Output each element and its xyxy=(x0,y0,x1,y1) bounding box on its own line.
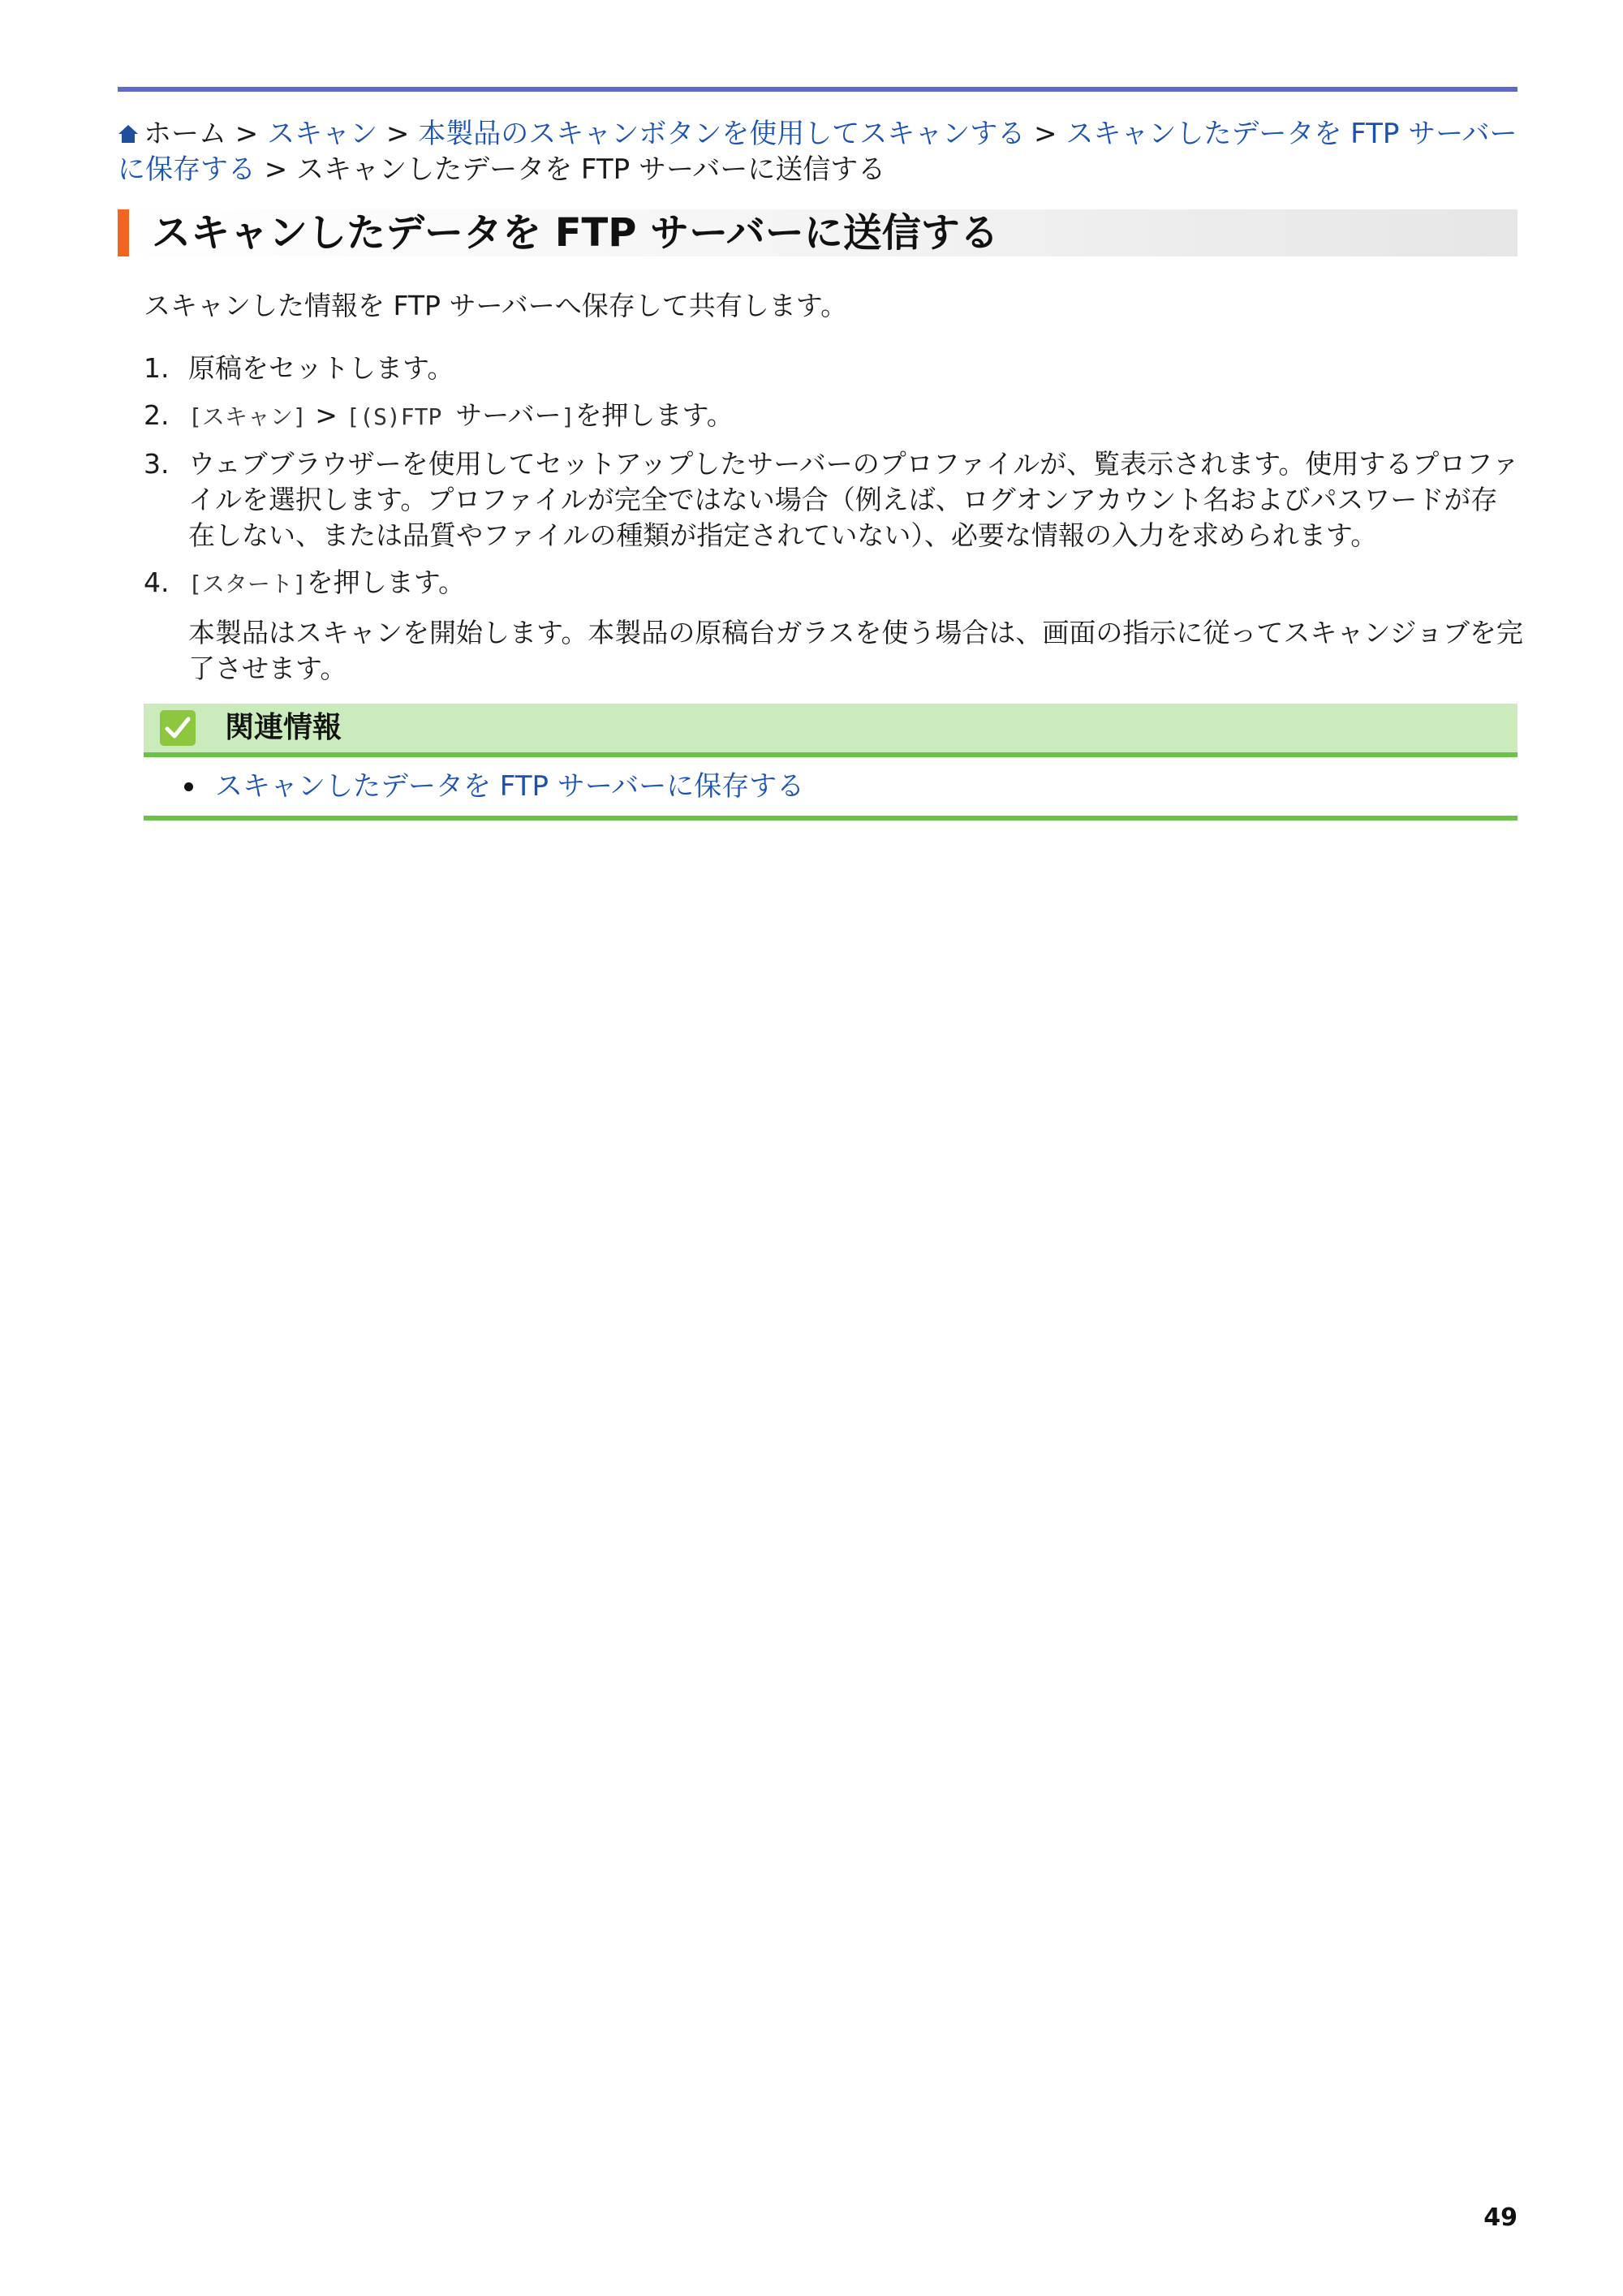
bullet-icon xyxy=(184,782,193,791)
step-1 xyxy=(144,351,1523,386)
home-icon[interactable] xyxy=(118,118,139,139)
step-number: 2. xyxy=(144,399,170,431)
breadcrumb-link-scan[interactable]: スキャン xyxy=(267,118,378,150)
step-2 xyxy=(144,398,1523,435)
top-rule xyxy=(118,87,1518,92)
breadcrumb-link-ftp-save[interactable]: スキャンしたデータを FTP サーバーに保存する xyxy=(118,118,1518,186)
step-text: を押します。 xyxy=(575,399,734,431)
related-link-ftp-save[interactable]: スキャンしたデータを FTP サーバーに保存する xyxy=(215,770,805,803)
ui-label-sftp-prefix: [(S)FTP xyxy=(346,403,456,430)
related-info-header xyxy=(144,704,1518,757)
step-number: 4. xyxy=(144,566,170,598)
breadcrumb-separator: > xyxy=(256,153,297,186)
related-info-title: 関連情報 xyxy=(225,711,342,744)
step-number: 3. xyxy=(144,448,170,480)
related-info-list xyxy=(144,757,1518,821)
step-text: 原稿をセットします。 xyxy=(188,352,454,384)
ui-label-sftp-server: サーバー xyxy=(455,399,562,431)
page-title: スキャンしたデータを FTP サーバーに送信する xyxy=(152,210,999,256)
page-title-bar xyxy=(118,209,1518,256)
breadcrumb-home: ホーム xyxy=(144,118,226,150)
step-number: 1. xyxy=(144,352,170,384)
list-item xyxy=(144,769,1518,804)
breadcrumb-separator: > xyxy=(377,118,419,150)
intro-text: スキャンした情報を FTP サーバーへ保存して共有します。 xyxy=(144,290,848,321)
step-3 xyxy=(144,446,1523,554)
checkmark-icon xyxy=(158,709,197,747)
step-text: を押します。 xyxy=(306,566,466,598)
step-note: 本製品はスキャンを開始します。本製品の原稿台ガラスを使う場合は、画面の指示に従ってスキャンジョブを完了させます。 xyxy=(188,617,1523,684)
ui-label-scan: [スキャン] xyxy=(188,403,307,430)
breadcrumb-link-scan-button[interactable]: 本製品のスキャンボタンを使用してスキャンする xyxy=(418,118,1026,150)
step-separator: > xyxy=(306,399,347,431)
breadcrumb-separator: > xyxy=(1025,118,1066,150)
breadcrumb xyxy=(118,116,1518,187)
step-4 xyxy=(144,565,1523,687)
step-text: ウェブブラウザーを使用してセットアップしたサーバーのプロファイルが、覧表示されます。使用するプロファイルを選択します。プロファイルが完全ではない場合（例えば、ログオンアカウント名およびパスワードが存在しない、または品質やファイルの種類が指定されていない）、必要な情報の入力を求められます。 xyxy=(188,448,1519,551)
ui-label-sftp-suffix: ] xyxy=(561,403,575,430)
breadcrumb-current: スキャンしたデータを FTP サーバーに送信する xyxy=(296,153,886,186)
related-info-box xyxy=(144,704,1518,821)
ui-label-start: [スタート] xyxy=(188,571,307,597)
page-number: 49 xyxy=(1483,2203,1518,2232)
breadcrumb-separator: > xyxy=(226,118,268,150)
title-accent xyxy=(118,209,129,256)
step-list xyxy=(144,351,1523,698)
